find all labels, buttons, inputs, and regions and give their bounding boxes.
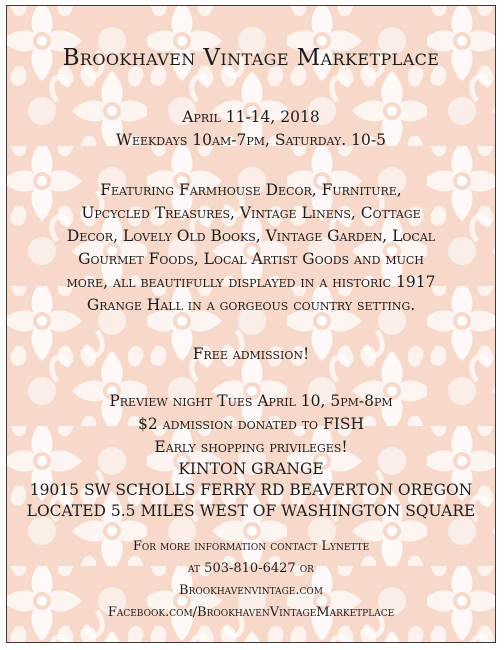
description-line: Decor, Lovely Old Books, Vintage Garden, Local — [66, 227, 436, 245]
event-hours: Weekdays 10am-7pm, Saturday. 10-5 — [116, 131, 386, 149]
admission-note: Free admission! — [192, 345, 310, 363]
description-line: Gourmet Foods, Local Artist Goods and much — [78, 250, 424, 268]
event-title: Brookhaven Vintage Marketplace — [62, 45, 440, 71]
description-line: Featuring Farmhouse Decor, Furniture, — [100, 181, 402, 199]
description-line: Grange Hall in a gorgeous country setting. — [86, 296, 416, 314]
contact-phone: at 503-810-6427 or — [188, 561, 314, 576]
description-line: more, all beautifully displayed in a historic 1917 — [66, 273, 436, 291]
event-flyer — [6, 5, 496, 643]
preview-line: Preview night Tues April 10, 5pm-8pm — [109, 392, 393, 410]
contact-facebook-link[interactable]: Facebook.com/BrookhavenVintageMarketplace — [107, 605, 395, 620]
preview-line: $2 admission donated to FISH — [137, 415, 365, 433]
description-line: Upcycled Treasures, Vintage Linens, Cottage — [81, 204, 421, 222]
contact-website-link[interactable]: Brookhavenvintage.com — [179, 583, 323, 598]
location-line: 19015 SW SCHOLLS FERRY RD BEAVERTON OREGON — [29, 481, 473, 499]
event-dates: April 11-14, 2018 — [182, 108, 320, 126]
location-line: KINTON GRANGE — [178, 460, 324, 478]
location-line: LOCATED 5.5 MILES WEST OF WASHINGTON SQUARE — [26, 502, 476, 520]
preview-line: Early shopping privileges! — [154, 438, 348, 456]
contact-line: For more information contact Lynette — [132, 539, 370, 554]
